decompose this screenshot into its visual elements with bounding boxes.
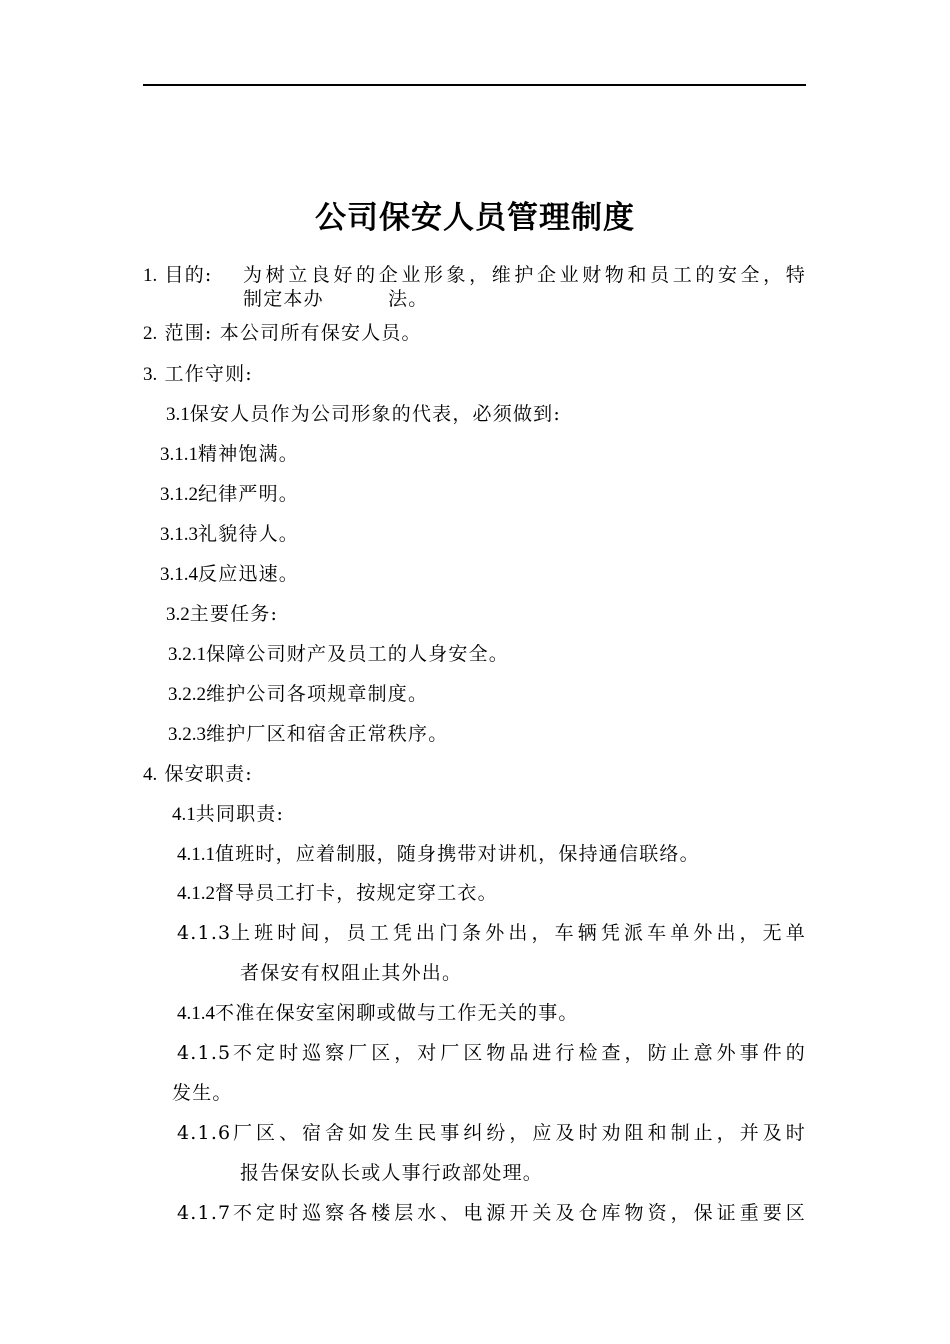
section-number: 3. [143, 364, 158, 385]
section-3-2 [166, 602, 278, 627]
section-2 [143, 321, 422, 346]
section-number: 3.1 [166, 404, 190, 425]
section-text: 共同职责: [195, 803, 285, 825]
section-number: 3.2 [166, 604, 190, 625]
section-text: 精神饱满。 [198, 443, 300, 465]
page-title: 公司保安人员管理制度 [315, 200, 635, 236]
section-3-1-3 [160, 522, 299, 547]
section-text: 反应迅速。 [198, 563, 300, 585]
section-4-1-2 [177, 881, 498, 906]
section-4-1-3-text-cont: 者保安有权阻止其外出。 [240, 962, 463, 984]
section-label: 目的: [164, 264, 213, 286]
section-text: 不准在保安室闲聊或做与工作无关的事。 [215, 1002, 579, 1024]
section-3-2-1 [168, 642, 509, 667]
section-4-1-1 [177, 842, 700, 867]
section-1-text-cont: 制定本办 [243, 288, 324, 310]
section-number: 3.1.1 [160, 444, 198, 465]
section-4-1-6-text-cont: 报告保安队长或人事行政部处理。 [240, 1162, 544, 1184]
section-3 [143, 362, 253, 387]
section-4-1-5-text-cont: 发生。 [172, 1082, 233, 1104]
section-text: 礼貌待人。 [198, 523, 300, 545]
section-4-1-5-text: 不定时巡察厂区，对厂区物品进行检查，防止意外事件的 [233, 1042, 806, 1064]
section-number: 3.2.1 [168, 644, 206, 665]
section-number: 4. [143, 764, 158, 785]
section-number: 3.1.2 [160, 484, 198, 505]
section-number: 3.1.4 [160, 564, 198, 585]
section-number: 4.1.4 [177, 1003, 215, 1024]
section-text: 保安人员作为公司形象的代表，必须做到: [189, 403, 561, 425]
section-4-1-6-num: 4.1.6 [177, 1122, 232, 1144]
section-number: 4.1.2 [177, 883, 215, 904]
header-rule [143, 84, 806, 86]
section-text: 保安职责: [164, 763, 253, 785]
section-text: 维护厂区和宿舍正常秩序。 [206, 723, 449, 745]
section-number: 3.2.2 [168, 684, 206, 705]
section-number: 3.1.3 [160, 524, 198, 545]
section-4-1-7-text: 不定时巡察各楼层水、电源开关及仓库物资，保证重要区 [233, 1202, 806, 1224]
section-4-1-5-num: 4.1.5 [177, 1042, 232, 1064]
section-number: 4.1.1 [177, 844, 215, 865]
section-1-text: 为树立良好的企业形象，维护企业财物和员工的安全，特 [243, 264, 806, 286]
section-3-1-1 [160, 442, 299, 467]
section-1-line-1 [143, 263, 213, 288]
section-number: 3.2.3 [168, 724, 206, 745]
section-text: 值班时，应着制服，随身携带对讲机，保持通信联络。 [215, 843, 700, 865]
section-3-2-2 [168, 682, 428, 707]
section-text: 主要任务: [189, 603, 279, 625]
section-4-1-6-text: 厂区、宿舍如发生民事纠纷，应及时劝阻和制止，并及时 [233, 1122, 806, 1144]
section-text: 范围: 本公司所有保安人员。 [164, 322, 422, 344]
section-number: 2. [143, 323, 158, 344]
section-4-1-3-num: 4.1.3 [177, 922, 232, 944]
section-3-1-4 [160, 562, 299, 587]
section-text: 保障公司财产及员工的人身安全。 [206, 643, 510, 665]
section-text: 维护公司各项规章制度。 [206, 683, 429, 705]
section-1-text-end: 法。 [388, 288, 429, 310]
section-number: 4.1 [172, 804, 196, 825]
section-4-1-4 [177, 1001, 579, 1026]
section-4 [143, 762, 253, 787]
section-3-1 [166, 402, 561, 427]
section-3-2-3 [168, 722, 448, 747]
section-3-1-2 [160, 482, 299, 507]
section-text: 工作守则: [164, 363, 253, 385]
section-4-1-7-num: 4.1.7 [177, 1202, 232, 1224]
section-number: 1. [143, 265, 158, 286]
section-text: 纪律严明。 [198, 483, 300, 505]
section-4-1-3-text: 上班时间，员工凭出门条外出，车辆凭派车单外出，无单 [231, 922, 806, 944]
section-4-1 [172, 802, 284, 827]
section-text: 督导员工打卡，按规定穿工衣。 [215, 882, 498, 904]
